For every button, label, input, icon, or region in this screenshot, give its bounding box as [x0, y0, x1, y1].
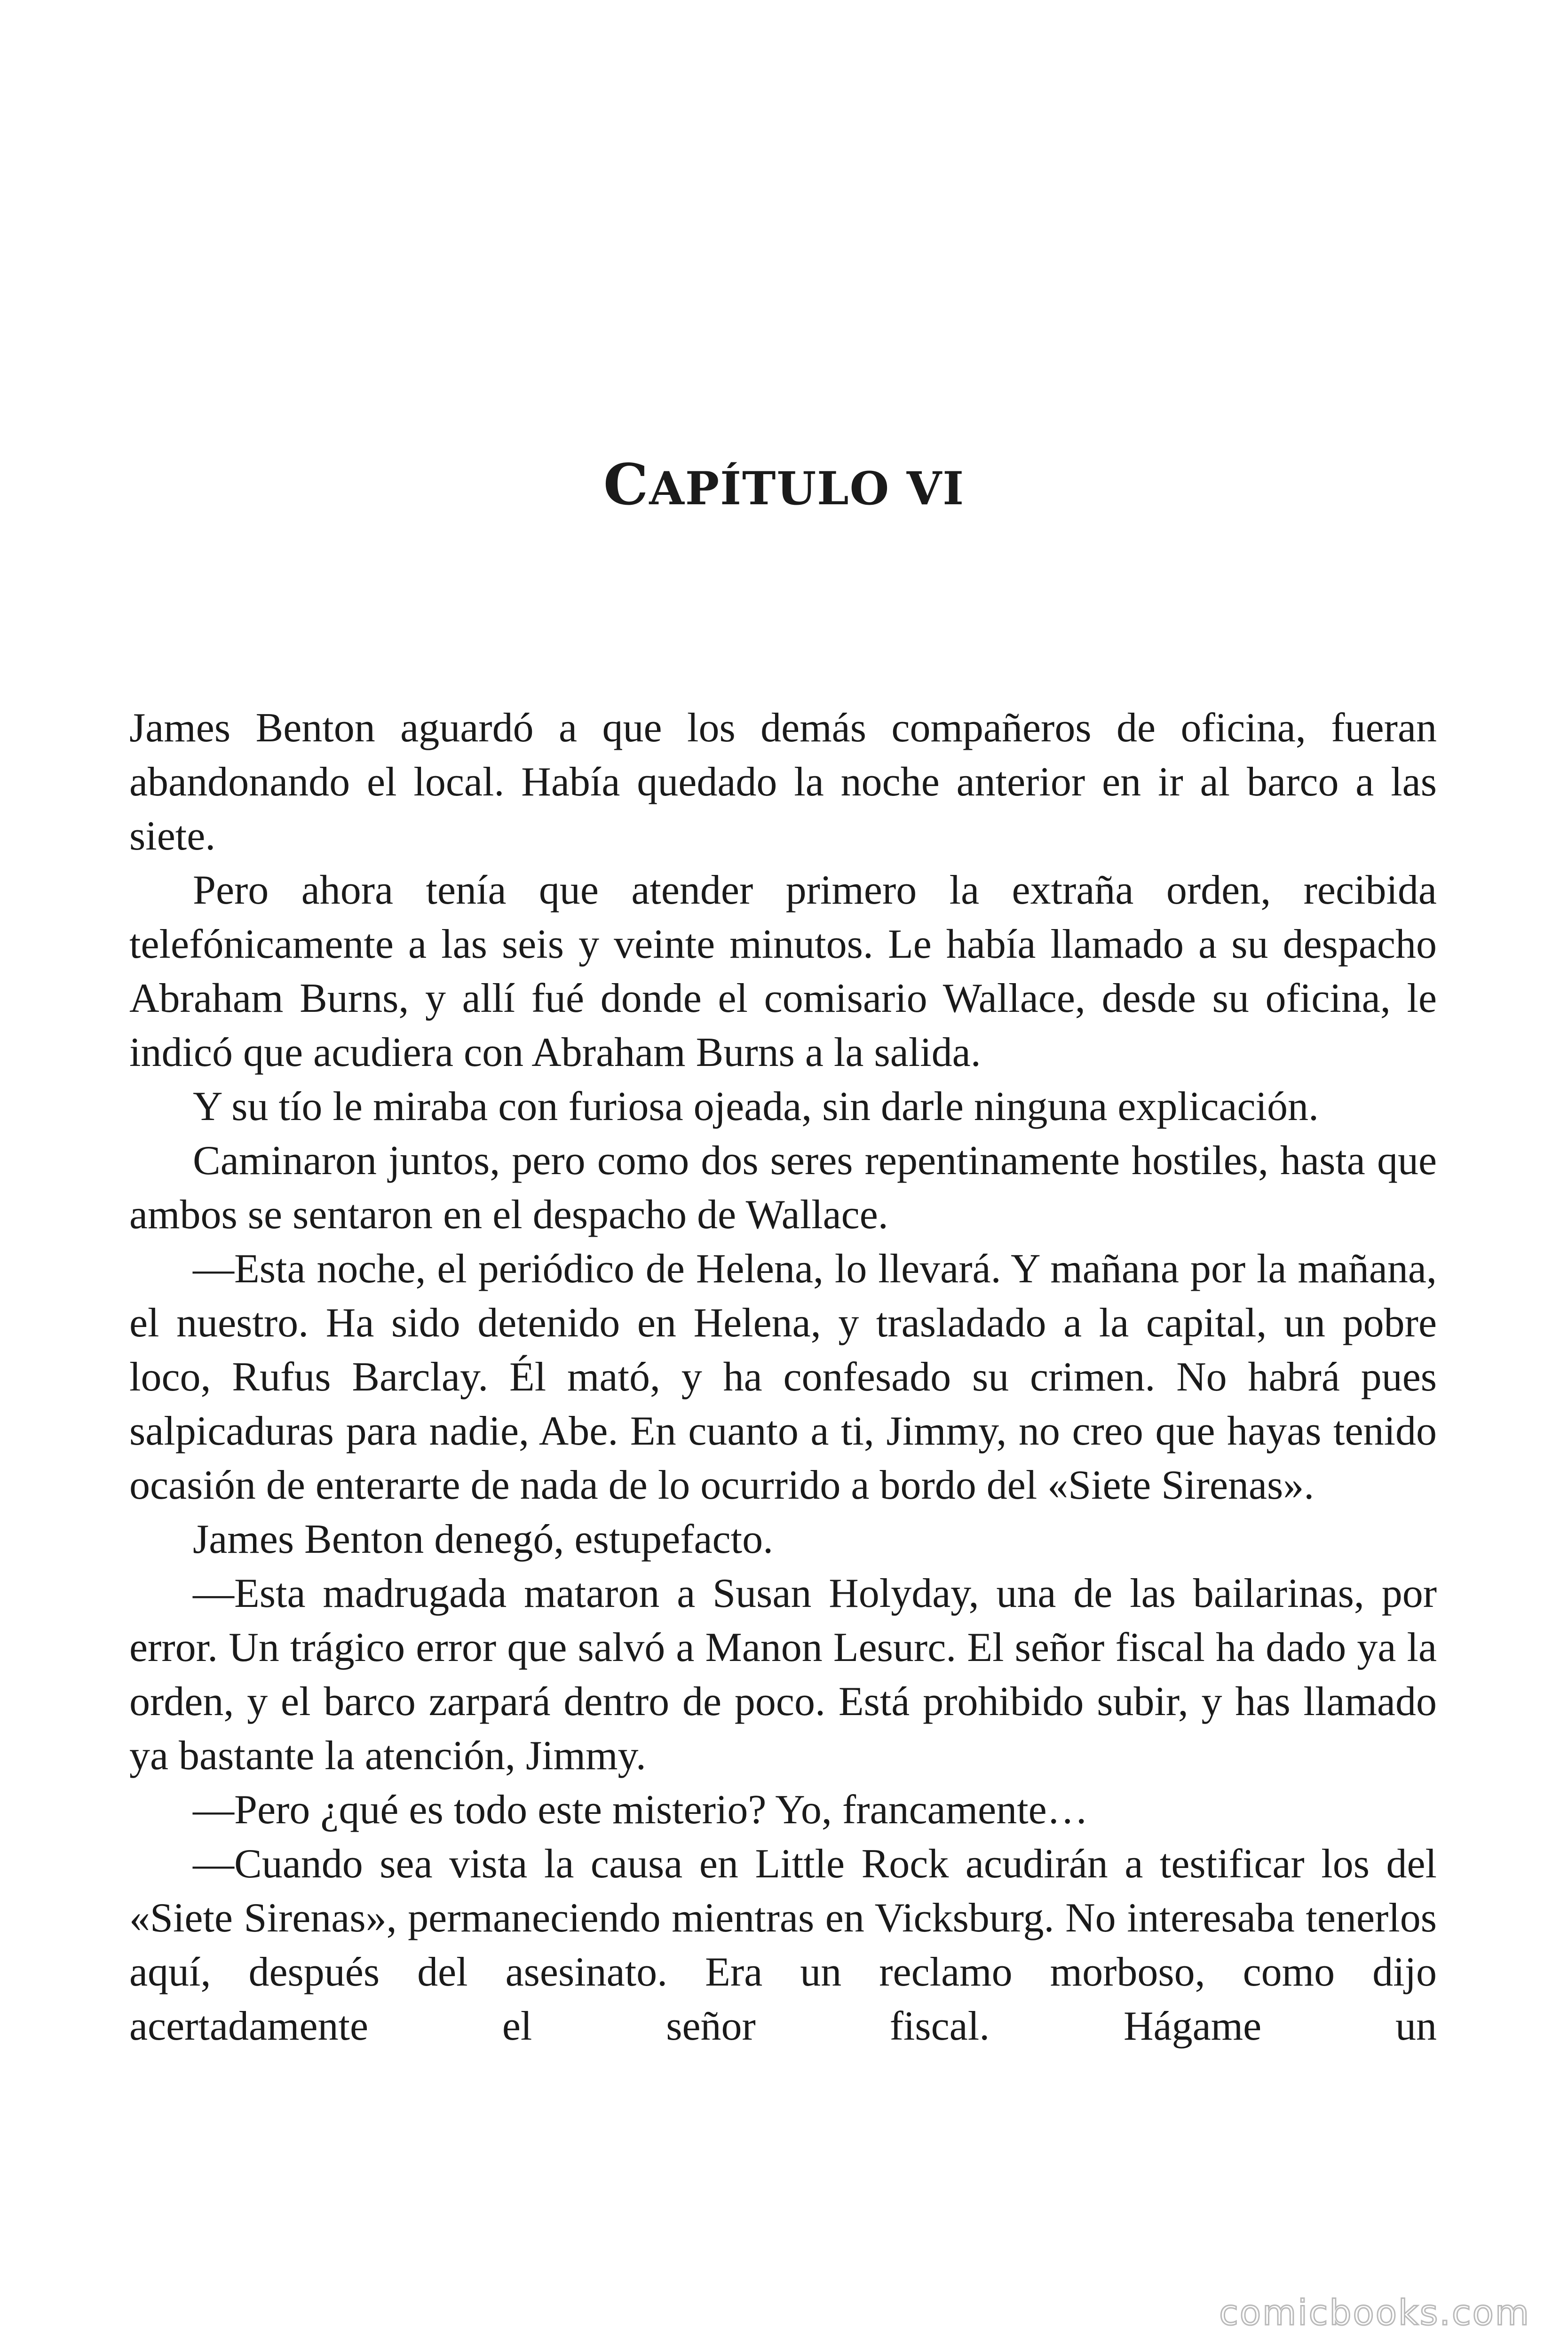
paragraph-8: —Pero ¿qué es todo este misterio? Yo, francamente… [193, 1787, 1088, 1833]
chapter-title-rest: APÍTULO VI [649, 462, 965, 515]
paragraph-5: —Esta noche, el periódico de Helena, lo llevará. Y mañana por la mañana, el nuestro. Ha sido detenido en Helena, y trasladado a la capital, un pobre loco, Rufus Barclay. Él mató, y ha confesado su crimen. No habrá pues salpicaduras para nadie, Abe. En cuanto a ti, Jimmy, no creo que hayas tenido ocasión de enterarte de nada de lo ocurrido a bordo del «Siete Sirenas». [129, 1246, 1437, 1508]
paragraph-7: —Esta madrugada mataron a Susan Holyday, una de las bailarinas, por error. Un trágico error que salvó a Manon Lesurc. El señor fiscal ha dado ya la orden, y el barco zarpará dentro de poco. Está prohibido subir, y has llamado ya bastante la atención, Jimmy. [129, 1571, 1437, 1779]
paragraph-2: Pero ahora tenía que atender primero la extraña orden, recibida telefónicamente a las seis y veinte minutos. Le había llamado a su despacho Abraham Burns, y allí fué donde el comisario Wallace, desde su oficina, le indicó que acudiera con Abraham Burns a la salida. [129, 867, 1437, 1075]
chapter-title [0, 452, 1568, 518]
paragraph-6: James Benton denegó, estupefacto. [193, 1517, 774, 1562]
chapter-body [129, 701, 1437, 2053]
chapter-title-initial: C [603, 452, 649, 518]
paragraph-4: Caminaron juntos, pero como dos seres repentinamente hostiles, hasta que ambos se sentaron en el despacho de Wallace. [129, 1138, 1437, 1238]
watermark: comicbooks.com [1219, 2293, 1530, 2333]
paragraph-3: Y su tío le miraba con furiosa ojeada, sin darle ninguna explicación. [193, 1084, 1319, 1129]
paragraph-9: —Cuando sea vista la causa en Little Rock acudirán a testificar los del «Siete Sirenas», permaneciendo mientras en Vicksburg. No interesaba tenerlos aquí, después del asesinato. Era un reclamo morboso, como dijo acertadamente el señor fiscal. Hágame un [129, 1841, 1437, 2049]
paragraph-1: James Benton aguardó a que los demás compañeros de oficina, fueran abandonando el local. Había quedado la noche anterior en ir al barco a las siete. [129, 705, 1437, 859]
